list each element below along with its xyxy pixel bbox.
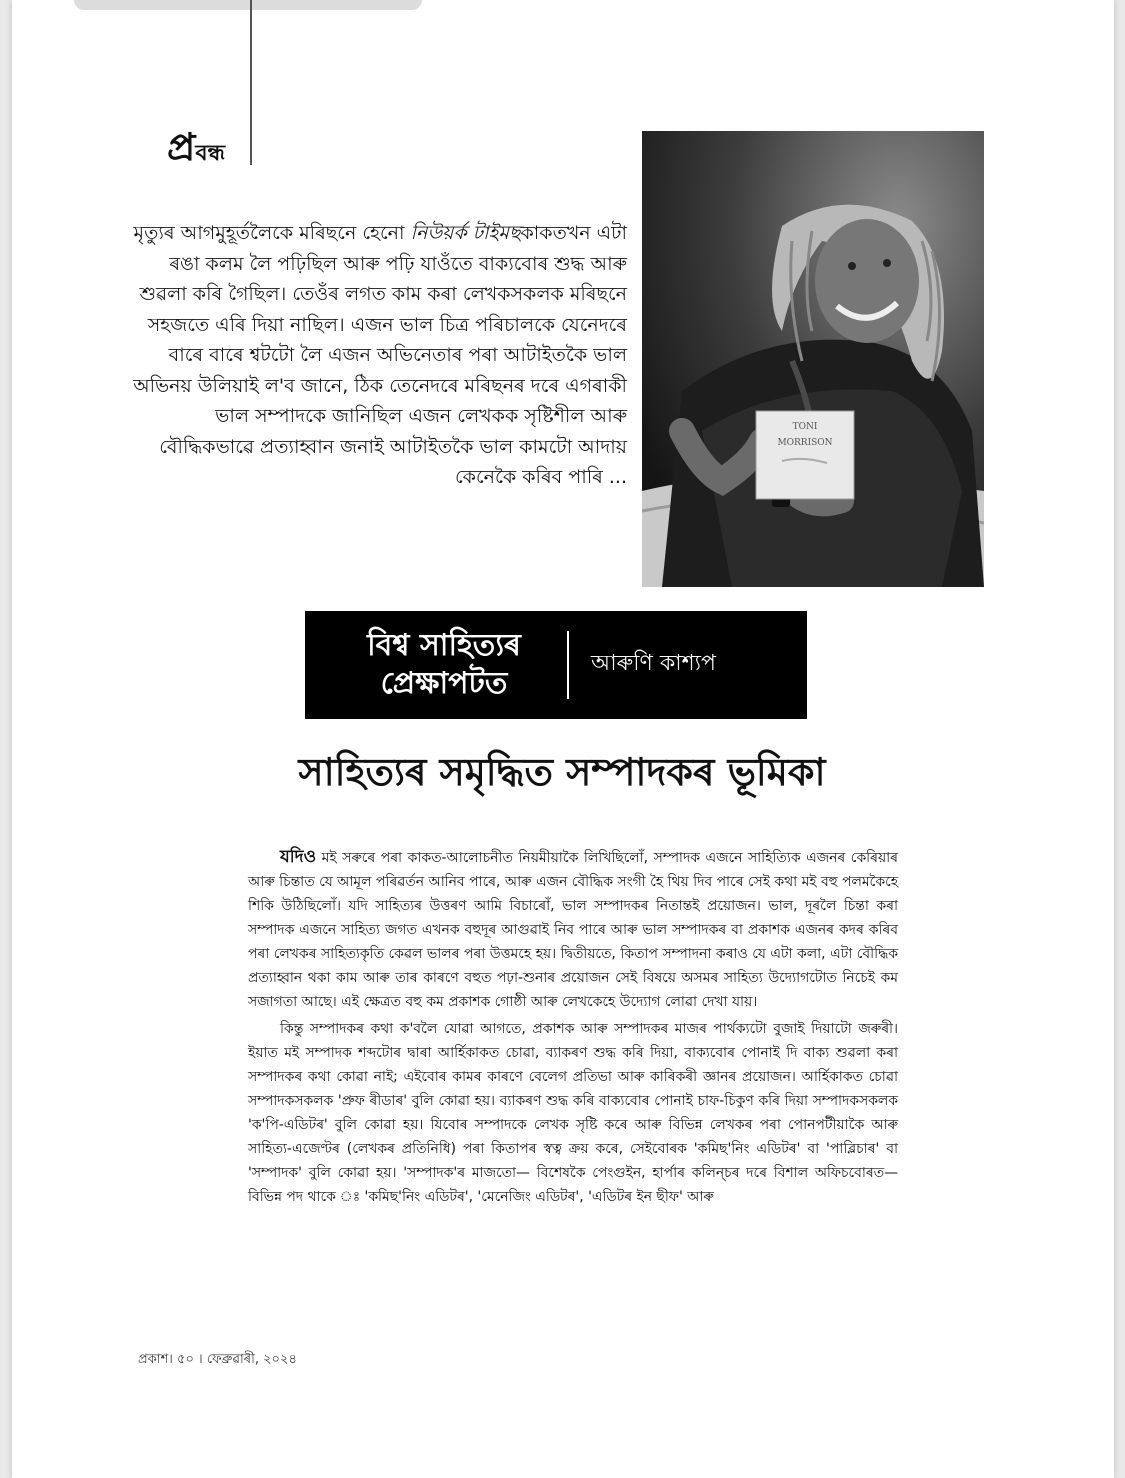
- author-photo: [642, 131, 984, 587]
- column-title: [339, 627, 549, 703]
- intro-newspaper-name: নিউয়ৰ্ক টাইমছ: [410, 222, 521, 244]
- intro-text-part1: মৃত্যুৰ আগমুহূৰ্তলৈকে মৰিছনে হেনো: [133, 222, 411, 244]
- section-label: [167, 122, 225, 172]
- section-label-rest: বন্ধ: [195, 140, 226, 166]
- author-name: আৰুণি কাশ্যপ: [591, 651, 716, 676]
- intro-pull-quote: [127, 218, 627, 493]
- intro-text-part3: কাকতখন এটা ৰঙা কলম লৈ পঢ়িছিল আৰু পঢ়ি যাওঁতে বাক্যবোৰ শুদ্ধ আৰু শুৱলা কৰি গৈছিল। তেওঁৰ লগত কাম কৰা লেখকসকলক মৰিছনে সহজতে এৰি দিয়া নাছিল। এজন ভাল চিত্ৰ পৰিচালকে যেনেদৰে বাৰে বাৰে শ্বটটো লৈ এজন অভিনেতাৰ পৰা আটাইতকৈ ভাল অভিনয় উলিয়াই ল'ব জানে, ঠিক তেনেদৰে মৰিছনৰ দৰে এগৰাকী ভাল সম্পাদকে জানিছিল এজন লেখকক সৃষ্টিশীল আৰু বৌদ্ধিকভাৱে প্ৰত্যাহ্বান জনাই আটাইতকৈ ভাল কামটো আদায় কেনেকৈ কৰিব পাৰি ...: [133, 222, 627, 488]
- paragraph-1-text: মই সৰুৰে পৰা কাকত-আলোচনীত নিয়মীয়াকৈ লিখিছিলোঁ, সম্পাদক এজনে সাহিত্যিক এজনৰ কেৰিয়াৰ আৰু চিন্তাত যে আমূল পৰিৱৰ্তন আনিব পাৰে, আৰু এজন বৌদ্ধিক সংগী হৈ থিয় দিব পাৰে সেই কথা মই বহু পলমকৈহে শিকি উঠিছিলোঁ। যদি সাহিত্যৰ উত্তৰণ আমি বিচাৰোঁ, ভাল সম্পাদকৰ নিতান্তই প্ৰয়োজন। ভাল, দূৰলৈ চিন্তা কৰা সম্পাদক এজনে সাহিত্য জগত এখনক বহুদূৰ আগুৱাই নিব পাৰে আৰু ভাল সম্পাদকৰ বা প্ৰকাশক এজনৰ কদৰ কৰিব পৰা লেখকৰ সাহিত্যকৃতি কেৱল ভালৰ পৰা উত্তমহে হয়। দ্বিতীয়তে, কিতাপ সম্পাদনা কৰাও যে এটা কলা, এটা বৌদ্ধিক প্ৰত্যাহ্বান থকা কাম আৰু তাৰ কাৰণে বহুত পঢ়া-শুনাৰ প্ৰয়োজন সেই বিষয়ে অসমৰ সাহিত্য উদ্যোগটোত নিচেই কম সজাগতা আছে। এই ক্ষেত্ৰত বহু কম প্ৰকাশক গোষ্ঠী আৰু লেখকেহে উদ্যোগ লোৱা দেখা যায়।: [248, 850, 898, 1010]
- article-headline: সাহিত্যৰ সমৃদ্ধিত সম্পাদকৰ ভূমিকা: [298, 750, 826, 794]
- photo-illustration: [642, 131, 984, 587]
- section-label-initial: প্র: [167, 124, 196, 169]
- top-tab: [74, 0, 422, 10]
- column-title-line1: বিশ্ব সাহিত্যৰ: [367, 628, 521, 663]
- paragraph-1: [248, 845, 898, 1014]
- document-page: [12, 0, 1114, 1478]
- column-title-box: [305, 611, 807, 719]
- paragraph-2: কিন্তু সম্পাদকৰ কথা ক'বলৈ যোৱা আগতে, প্ৰকাশক আৰু সম্পাদকৰ মাজৰ পাৰ্থক্যটো বুজাই দিয়াটো জৰুৰী। ইয়াত মই সম্পাদক শব্দটোৰ দ্বাৰা আৰ্হিকাকত চোৱা, ব্যাকৰণ শুদ্ধ কৰি দিয়া, বাক্যবোৰ পোনাই দি বাক্য শুৱলা কৰা সম্পাদকৰ কথা কোৱা নাই; এইবোৰ কামৰ কাৰণে বেলেগ প্ৰতিভা আৰু কাৰিকৰী জ্ঞানৰ প্ৰয়োজন। আৰ্হিকাকত চোৱা সম্পাদকসকলক 'প্ৰুফ ৰীডাৰ' বুলি কোৱা হয়। ব্যাকৰণ শুদ্ধ কৰি বাক্যবোৰ পোনাই চাফ-চিকুণ কৰি দিয়া সম্পাদকসকলক 'ক'পি-এডিটৰ' বুলি কোৱা হয়। যিবোৰ সম্পাদকে লেখক সৃষ্টি কৰে আৰু বিভিন্ন লেখকৰ পৰা পোনপটীয়াকৈ আৰু সাহিত্য-এজেণ্টৰ (লেখকৰ প্ৰতিনিধি) পৰা কিতাপৰ স্বত্ব ক্ৰয় কৰে, সেইবোৰক 'কমিছ'নিং এডিটৰ' বা 'পাব্লিচাৰ' বা 'সম্পাদক' বুলি কোৱা হয়। 'সম্পাদক'ৰ মাজতো— বিশেষকৈ পেংগুইন, হাৰ্পাৰ কলিন্‌চৰ দৰে বিশাল অফিচবোৰত— বিভিন্ন পদ থাকে ঃ 'কমিছ'নিং এডিটৰ', 'মেনেজিং এডিটৰ', 'এডিটৰ ইন ছীফ' আৰু: [248, 1021, 898, 1205]
- book-cover-line1: TONI: [792, 422, 818, 432]
- page-footer: প্ৰকাশ। ৫০ । ফেব্ৰুৱাৰী, ২০২৪: [138, 1352, 297, 1367]
- paragraph-1-lead-word: যদিও: [280, 847, 317, 867]
- book-cover-line2: MORRISON: [777, 438, 833, 448]
- column-title-line2: প্ৰেক্ষাপটত: [380, 666, 508, 701]
- article-body: [248, 845, 898, 1212]
- vertical-rule: [250, 0, 252, 165]
- title-separator: [567, 631, 569, 699]
